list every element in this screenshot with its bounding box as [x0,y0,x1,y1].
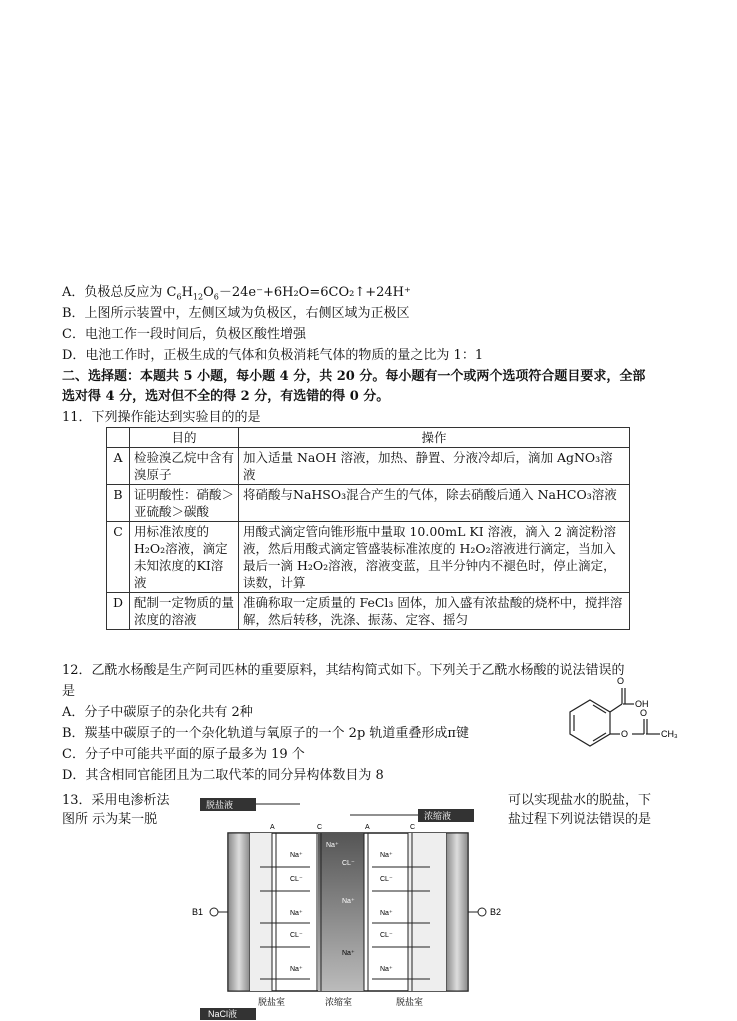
chamber-desalt-1: 脱盐室 [258,997,286,1007]
q12-option-d: D．其含相同官能团且为二取代苯的同分异构体数目为 8 [62,768,384,783]
electrode-b2: B2 [490,907,502,917]
ion-cl-4: CL⁻ [380,876,393,883]
ion-na-2: Na⁺ [290,910,303,917]
electrodialysis-diagram [192,795,502,1021]
ion-na-1: Na⁺ [290,852,303,859]
ion-cl-1: CL⁻ [290,876,303,883]
q11-table [106,427,630,630]
electrode-b1: B1 [192,907,204,917]
membrane-label-a1: A [270,824,275,831]
ion-cl-3: CL⁻ [342,860,355,867]
ion-cl-2: CL⁻ [290,932,303,939]
ion-na-3: Na⁺ [290,966,303,973]
label-concentrate-out: 浓缩液 [424,811,452,821]
q10-option-b: B．上图所示装置中，左侧区域为负极区，右侧区域为正极区 [62,306,410,321]
acetylsalicylic-acid-structure [560,672,700,752]
membrane-label-c1: C [317,824,323,831]
membrane-label-c2: C [410,824,416,831]
chamber-desalt-2: 脱盐室 [396,997,424,1007]
ion-na-9: Na⁺ [380,966,393,973]
label-desalted-out: 脱盐液 [206,800,234,810]
q12-option-b: B．羰基中碳原子的一个杂化轨道与氧原子的一个 2p 轨道重叠形成π键 [62,726,469,741]
header-op: 操作 [239,428,630,448]
q12-stem-2: 是 [62,684,76,699]
q13-stem-b: 图所 示为某一脱 [62,812,158,827]
mol-label-o-ester: O [621,729,629,739]
q13-stem-d: 盐过程下列说法错误的是 [508,812,652,827]
q13-stem-c: 可以实现盐水的脱盐，下 [508,793,652,808]
q12-option-a: A．分子中碳原子的杂化共有 2种 [62,705,253,720]
section2-line1: 二、选择题：本题共 5 小题，每小题 4 分，共 20 分。每小题有一个或两个选项符合题目要求，全部 [62,369,646,384]
section2-line2: 选对得 4 分，选对但不全的得 2 分，有选错的得 0 分。 [62,389,390,404]
table-row: B 证明酸性：硝酸＞亚硫酸＞碳酸 将硝酸与NaHSO₃混合产生的气体，除去硝酸后通入 NaHCO₃溶液 [107,485,630,522]
membrane-label-a2: A [365,824,370,831]
ion-na-4: Na⁺ [326,842,339,849]
q12-stem-1: 12．乙酰水杨酸是生产阿司匹林的重要原料，其结构简式如下。下列关于乙酰水杨酸的说法错误的 [62,663,625,678]
q10-option-a: A．负极总反应为 $C_6H_{12}O_6-24e^-+6H_2O=6CO_2↑+24H^+$ [62,285,411,302]
table-header-row [107,428,630,448]
table-row: A 检验溴乙烷中含有溴原子 加入适量 NaOH 溶液，加热、静置、分液冷却后，滴加 AgNO₃溶液 [107,448,630,485]
ion-na-7: Na⁺ [380,852,393,859]
table-row: D 配制一定物质的量浓度的溶液 准确称取一定质量的 FeCl₃ 固体，加入盛有浓盐酸的烧杯中，搅拌溶解，然后转移，洗涤、振荡、定容、摇匀 [107,593,630,630]
mol-label-ch3: CH₃ [661,729,678,739]
q11-stem: 11．下列操作能达到实验目的的是 [62,410,261,425]
header-goal: 目的 [130,428,239,448]
ion-na-6: Na⁺ [342,950,355,957]
chamber-concentrate: 浓缩室 [325,997,353,1007]
mol-label-o-carbonyl: O [640,708,648,718]
q10-option-c: C．电池工作一段时间后，负极区酸性增强 [62,327,306,342]
ion-cl-5: CL⁻ [380,932,393,939]
ion-na-8: Na⁺ [380,910,393,917]
table-row: C 用标准浓度的H₂O₂溶液，滴定未知浓度的KI溶液 用酸式滴定管向锥形瓶中量取 10.00mL KI 溶液，滴入 2 滴淀粉溶液，然后用酸式滴定管盛装标准浓度的 H₂O₂溶液进行滴定，当加入最后一滴 H₂O₂溶液，溶液变蓝，且半分钟内不褪色时，停止滴定，读数，计算 [107,522,630,593]
label-nacl-in: NaCl液 [208,1009,238,1019]
q13-stem-a: 13．采用电渗析法 [62,793,170,808]
mol-label-o-top: O [617,676,625,686]
mol-label-oh: OH [635,699,649,709]
q10-option-d: D．电池工作时，正极生成的气体和负极消耗气体的物质的量之比为 1：1 [62,348,484,363]
ion-na-5: Na⁺ [342,898,355,905]
q12-option-c: C．分子中可能共平面的原子最多为 19 个 [62,747,305,762]
